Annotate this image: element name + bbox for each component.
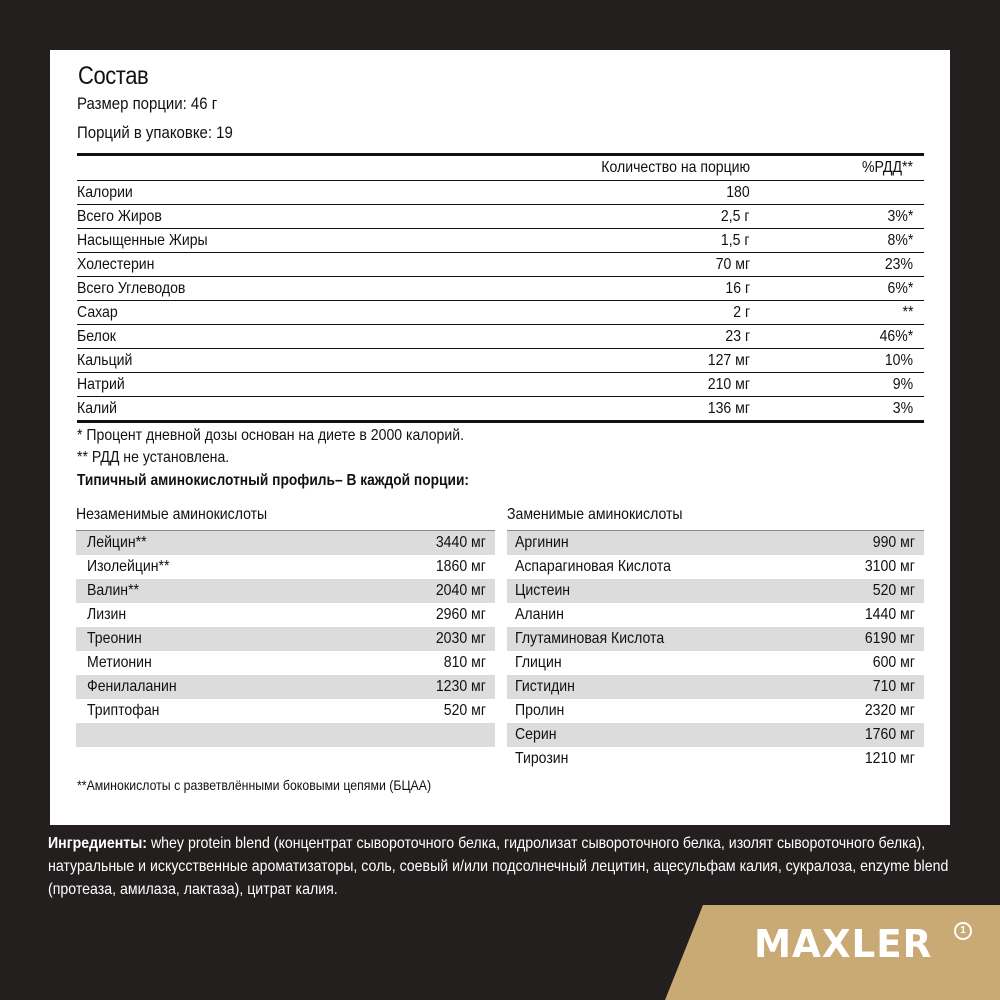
amino-name: Аланин [515,606,564,623]
amino-row [507,747,924,771]
amino-amount: 520 мг [443,702,486,719]
footnote-daily-value: * Процент дневной дозы основан на диете в 2000 калорий. [77,427,465,444]
nutrient-dv: ** [902,304,913,321]
amino-name: Треонин [87,630,142,647]
nutrient-name: Белок [77,328,116,345]
amino-name: Глицин [515,654,562,671]
nutrient-amount: 210 мг [707,376,750,393]
ingredients-list: whey protein blend (концентрат сывороточного белка, гидролизат сывороточного белка, изолят сывороточного белка), натуральные и искусственные ароматизаторы, соль, соевый и/или подсолнечный лецитин, ацесульфам калия, сукралоза, enzyme blend (протеаза, амилаза, лактаза), цитрат калия. [48,835,949,898]
amino-row [76,603,495,627]
dv-column-header: %РДД** [862,159,913,176]
amino-row [507,555,924,579]
nutrition-row [77,325,924,349]
amino-amount: 710 мг [872,678,915,695]
amino-amount: 990 мг [872,534,915,551]
nutrition-row [77,181,924,205]
amino-row [507,699,924,723]
nutrition-row [77,205,924,229]
nutrient-amount: 70 мг [715,256,750,273]
amino-name: Метионин [87,654,152,671]
amino-amount: 1230 мг [435,678,486,695]
nonessential-amino-header: Заменимые аминокислоты [507,506,683,523]
amino-row [76,651,495,675]
bcaa-footnote: **Аминокислоты с разветвлёнными боковыми цепями (БЦАА) [77,777,432,793]
nutrient-amount: 23 г [725,328,750,345]
amino-name: Цистеин [515,582,571,599]
nutrient-dv: 9% [892,376,913,393]
servings-per-container: Порций в упаковке: 19 [77,123,233,142]
nutrient-dv: 6%* [887,280,913,297]
nonessential-amino-list [507,530,924,771]
nutrition-label-panel [50,50,950,825]
nutrient-dv: 3% [892,400,913,417]
amino-row [507,651,924,675]
amino-row [76,627,495,651]
amino-row [507,627,924,651]
amino-name: Пролин [515,702,565,719]
maxler-logo: MAXLER [754,922,933,966]
amino-amount: 3440 мг [435,534,486,551]
nutrient-amount: 136 мг [707,400,750,417]
amino-row [76,675,495,699]
amino-name: Серин [515,726,557,743]
essential-amino-list [76,530,495,747]
essential-amino-column [76,506,495,747]
nutrient-amount: 16 г [725,280,750,297]
essential-amino-header: Незаменимые аминокислоты [76,506,268,523]
amino-amount: 1210 мг [864,750,915,767]
amino-profile-title: Типичный аминокислотный профиль– В каждой порции: [77,472,470,489]
amino-name: Изолейцин** [87,558,170,575]
nutrition-row [77,397,924,423]
amino-amount: 810 мг [443,654,486,671]
nutrient-name: Сахар [77,304,118,321]
nutrition-table [77,153,924,423]
nutrient-amount: 1,5 г [721,232,750,249]
amino-amount: 3100 мг [864,558,915,575]
nutrient-name: Калории [77,184,133,201]
amino-amount: 600 мг [872,654,915,671]
amino-row [76,579,495,603]
nutrient-name: Холестерин [77,256,155,273]
amino-name: Триптофан [87,702,160,719]
nutrition-row [77,349,924,373]
nutrient-name: Всего Углеводов [77,280,186,297]
amino-name: Тирозин [515,750,569,767]
amino-name: Гистидин [515,678,575,695]
nutrition-row [77,277,924,301]
nutrient-name: Калий [77,400,117,417]
nutrient-name: Кальций [77,352,133,369]
logo-mark: 1 [954,922,972,940]
amino-row [507,603,924,627]
nutrition-row [77,229,924,253]
amino-name: Фенилаланин [87,678,177,695]
nonessential-amino-column [507,506,924,771]
amino-row [76,723,495,747]
ingredients-text [48,832,951,901]
amino-amount: 2040 мг [435,582,486,599]
nutrient-name: Насыщенные Жиры [77,232,208,249]
ingredients-label: Ингредиенты: [48,835,148,852]
amino-name: Лизин [87,606,127,623]
nutrition-row [77,373,924,397]
amino-row [507,579,924,603]
nutrient-dv: 46%* [879,328,913,345]
amino-row [76,699,495,723]
amino-row [507,531,924,555]
amino-amount: 2960 мг [435,606,486,623]
nutrient-name: Всего Жиров [77,208,162,225]
amino-amount: 1760 мг [864,726,915,743]
nutrient-amount: 127 мг [707,352,750,369]
nutrient-amount: 180 [726,184,750,201]
amino-amount: 520 мг [872,582,915,599]
amino-row [76,555,495,579]
nutrient-dv: 23% [884,256,913,273]
amino-name: Аспарагиновая Кислота [515,558,671,575]
amino-row [507,723,924,747]
amino-row [507,675,924,699]
amino-amount: 2030 мг [435,630,486,647]
amino-amount: 1440 мг [864,606,915,623]
nutrient-name: Натрий [77,376,125,393]
label-title: Состав [78,62,149,90]
nutrient-amount: 2,5 г [721,208,750,225]
amount-column-header: Количество на порцию [601,159,750,176]
amino-amount: 2320 мг [864,702,915,719]
amino-amount: 1860 мг [435,558,486,575]
nutrient-dv: 8%* [887,232,913,249]
amino-amount: 6190 мг [864,630,915,647]
nutrition-row [77,253,924,277]
amino-name: Валин** [87,582,140,599]
amino-name: Лейцин** [87,534,147,551]
nutrient-dv: 3%* [887,208,913,225]
nutrient-dv: 10% [884,352,913,369]
table-header [77,156,924,181]
amino-row [76,531,495,555]
nutrition-row [77,301,924,325]
footnote-not-established: ** РДД не установлена. [77,449,230,466]
amino-name: Аргинин [515,534,569,551]
nutrient-amount: 2 г [733,304,750,321]
amino-name: Глутаминовая Кислота [515,630,665,647]
serving-size: Размер порции: 46 г [77,94,218,113]
